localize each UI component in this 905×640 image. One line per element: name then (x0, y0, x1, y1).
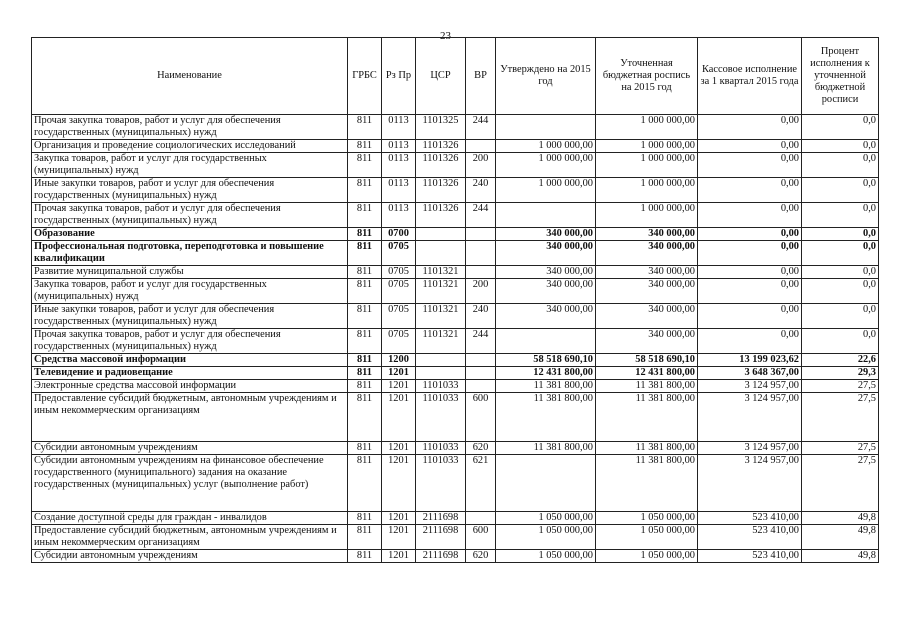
cell-refined: 340 000,00 (596, 279, 698, 304)
header-grbs: ГРБС (348, 38, 382, 115)
cell-name: Развитие муниципальной службы (32, 266, 348, 279)
cell-csr (416, 354, 466, 367)
cell-grbs: 811 (348, 266, 382, 279)
cell-cash: 0,00 (698, 329, 802, 354)
cell-vr (466, 228, 496, 241)
cell-percent: 0,0 (802, 279, 879, 304)
cell-csr (416, 228, 466, 241)
cell-grbs: 811 (348, 304, 382, 329)
cell-cash: 3 124 957,00 (698, 380, 802, 393)
cell-approved: 1 000 000,00 (496, 140, 596, 153)
cell-csr: 1101321 (416, 279, 466, 304)
cell-name: Прочая закупка товаров, работ и услуг для обеспечения государственных (муниципальных) нужд (32, 115, 348, 140)
cell-rzpr: 0705 (382, 304, 416, 329)
header-cash: Кассовое исполнение за 1 квартал 2015 года (698, 38, 802, 115)
cell-name: Субсидии автономным учреждениям (32, 550, 348, 563)
cell-percent: 0,0 (802, 203, 879, 228)
cell-cash: 13 199 023,62 (698, 354, 802, 367)
cell-grbs: 811 (348, 455, 382, 512)
cell-approved: 1 000 000,00 (496, 178, 596, 203)
table-row (32, 512, 879, 525)
cell-cash: 523 410,00 (698, 550, 802, 563)
cell-grbs: 811 (348, 442, 382, 455)
cell-refined: 340 000,00 (596, 304, 698, 329)
cell-rzpr: 0700 (382, 228, 416, 241)
table-row (32, 304, 879, 329)
cell-grbs: 811 (348, 153, 382, 178)
cell-vr: 621 (466, 455, 496, 512)
cell-vr (466, 367, 496, 380)
cell-vr: 620 (466, 550, 496, 563)
cell-csr: 1101326 (416, 178, 466, 203)
cell-rzpr: 0113 (382, 140, 416, 153)
cell-name: Субсидии автономным учреждениям на финансовое обеспечение государственного (муниципального) задания на оказание государственных (муниципальных) услуг (выполнение работ) (32, 455, 348, 512)
cell-grbs: 811 (348, 354, 382, 367)
cell-name: Иные закупки товаров, работ и услуг для обеспечения государственных (муниципальных) нужд (32, 178, 348, 203)
cell-refined: 11 381 800,00 (596, 442, 698, 455)
cell-approved: 340 000,00 (496, 279, 596, 304)
page-number: 23 (440, 30, 451, 42)
cell-name: Средства массовой информации (32, 354, 348, 367)
cell-percent: 49,8 (802, 512, 879, 525)
cell-percent: 0,0 (802, 241, 879, 266)
cell-grbs: 811 (348, 115, 382, 140)
cell-percent: 27,5 (802, 393, 879, 442)
table-row (32, 455, 879, 512)
cell-refined: 11 381 800,00 (596, 455, 698, 512)
table-row (32, 393, 879, 442)
table-row-section (32, 367, 879, 380)
cell-grbs: 811 (348, 228, 382, 241)
cell-vr (466, 266, 496, 279)
cell-vr: 600 (466, 525, 496, 550)
cell-name: Закупка товаров, работ и услуг для государственных (муниципальных) нужд (32, 279, 348, 304)
cell-vr: 240 (466, 304, 496, 329)
cell-name: Прочая закупка товаров, работ и услуг для обеспечения государственных (муниципальных) нужд (32, 203, 348, 228)
cell-approved (496, 115, 596, 140)
cell-cash: 3 124 957,00 (698, 393, 802, 442)
cell-approved: 11 381 800,00 (496, 442, 596, 455)
cell-refined: 1 050 000,00 (596, 512, 698, 525)
cell-csr (416, 367, 466, 380)
cell-refined: 1 050 000,00 (596, 550, 698, 563)
cell-csr: 2111698 (416, 550, 466, 563)
cell-grbs: 811 (348, 140, 382, 153)
cell-refined: 1 050 000,00 (596, 525, 698, 550)
table-row (32, 525, 879, 550)
cell-vr: 600 (466, 393, 496, 442)
cell-name: Субсидии автономным учреждениям (32, 442, 348, 455)
table-row-section (32, 354, 879, 367)
cell-vr: 240 (466, 178, 496, 203)
cell-grbs: 811 (348, 241, 382, 266)
cell-refined: 1 000 000,00 (596, 203, 698, 228)
cell-rzpr: 0705 (382, 329, 416, 354)
cell-approved (496, 455, 596, 512)
cell-percent: 49,8 (802, 525, 879, 550)
cell-percent: 27,5 (802, 455, 879, 512)
cell-rzpr: 0113 (382, 115, 416, 140)
cell-percent: 0,0 (802, 140, 879, 153)
table-row (32, 266, 879, 279)
budget-table (31, 37, 879, 563)
cell-approved: 1 000 000,00 (496, 153, 596, 178)
cell-rzpr: 1201 (382, 393, 416, 442)
cell-rzpr: 1201 (382, 525, 416, 550)
cell-grbs: 811 (348, 178, 382, 203)
cell-cash: 0,00 (698, 241, 802, 266)
table-row (32, 380, 879, 393)
cell-vr: 620 (466, 442, 496, 455)
cell-vr (466, 140, 496, 153)
cell-refined: 1 000 000,00 (596, 140, 698, 153)
cell-rzpr: 0113 (382, 203, 416, 228)
cell-csr: 1101321 (416, 304, 466, 329)
cell-rzpr: 0705 (382, 266, 416, 279)
cell-refined: 340 000,00 (596, 241, 698, 266)
cell-cash: 523 410,00 (698, 512, 802, 525)
cell-refined: 1 000 000,00 (596, 153, 698, 178)
cell-vr (466, 354, 496, 367)
cell-cash: 0,00 (698, 228, 802, 241)
cell-name: Иные закупки товаров, работ и услуг для обеспечения государственных (муниципальных) нужд (32, 304, 348, 329)
cell-cash: 3 124 957,00 (698, 442, 802, 455)
header-rzpr: Рз Пр (382, 38, 416, 115)
table-row-section (32, 228, 879, 241)
cell-approved: 1 050 000,00 (496, 550, 596, 563)
cell-name: Предоставление субсидий бюджетным, автономным учреждениям и иным некоммерческим организациям (32, 525, 348, 550)
header-name: Наименование (32, 38, 348, 115)
cell-refined: 340 000,00 (596, 266, 698, 279)
cell-approved: 340 000,00 (496, 304, 596, 329)
header-row (32, 38, 879, 115)
cell-rzpr: 0705 (382, 241, 416, 266)
cell-percent: 0,0 (802, 329, 879, 354)
cell-grbs: 811 (348, 380, 382, 393)
header-vr: ВР (466, 38, 496, 115)
header-approved: Утверждено на 2015 год (496, 38, 596, 115)
cell-rzpr: 1201 (382, 455, 416, 512)
cell-percent: 0,0 (802, 115, 879, 140)
cell-percent: 0,0 (802, 178, 879, 203)
cell-rzpr: 1201 (382, 442, 416, 455)
cell-name: Электронные средства массовой информации (32, 380, 348, 393)
cell-percent: 49,8 (802, 550, 879, 563)
cell-csr: 2111698 (416, 525, 466, 550)
table-row (32, 329, 879, 354)
cell-vr: 200 (466, 279, 496, 304)
cell-refined: 11 381 800,00 (596, 393, 698, 442)
cell-name: Телевидение и радиовещание (32, 367, 348, 380)
cell-refined: 340 000,00 (596, 329, 698, 354)
cell-rzpr: 1201 (382, 367, 416, 380)
cell-rzpr: 0113 (382, 153, 416, 178)
cell-csr: 2111698 (416, 512, 466, 525)
cell-rzpr: 1200 (382, 354, 416, 367)
cell-percent: 27,5 (802, 380, 879, 393)
cell-grbs: 811 (348, 329, 382, 354)
cell-cash: 0,00 (698, 203, 802, 228)
cell-csr: 1101326 (416, 203, 466, 228)
cell-cash: 523 410,00 (698, 525, 802, 550)
cell-vr (466, 380, 496, 393)
cell-refined: 340 000,00 (596, 228, 698, 241)
cell-cash: 3 648 367,00 (698, 367, 802, 380)
table-row (32, 115, 879, 140)
cell-name: Создание доступной среды для граждан - инвалидов (32, 512, 348, 525)
cell-csr: 1101321 (416, 329, 466, 354)
cell-refined: 58 518 690,10 (596, 354, 698, 367)
cell-cash: 0,00 (698, 279, 802, 304)
cell-percent: 22,6 (802, 354, 879, 367)
cell-approved: 340 000,00 (496, 228, 596, 241)
cell-grbs: 811 (348, 367, 382, 380)
cell-vr (466, 512, 496, 525)
cell-csr: 1101033 (416, 393, 466, 442)
cell-rzpr: 0113 (382, 178, 416, 203)
cell-cash: 0,00 (698, 304, 802, 329)
cell-refined: 12 431 800,00 (596, 367, 698, 380)
table-row (32, 279, 879, 304)
cell-approved: 1 050 000,00 (496, 512, 596, 525)
cell-csr: 1101326 (416, 153, 466, 178)
cell-percent: 27,5 (802, 442, 879, 455)
cell-approved: 12 431 800,00 (496, 367, 596, 380)
cell-vr: 244 (466, 115, 496, 140)
cell-rzpr: 1201 (382, 550, 416, 563)
cell-rzpr: 1201 (382, 380, 416, 393)
cell-csr: 1101326 (416, 140, 466, 153)
cell-name: Профессиональная подготовка, переподготовка и повышение квалификации (32, 241, 348, 266)
cell-name: Прочая закупка товаров, работ и услуг для обеспечения государственных (муниципальных) нужд (32, 329, 348, 354)
cell-approved: 340 000,00 (496, 241, 596, 266)
cell-rzpr: 0705 (382, 279, 416, 304)
cell-vr: 244 (466, 329, 496, 354)
cell-name: Предоставление субсидий бюджетным, автономным учреждениям и иным некоммерческим организациям (32, 393, 348, 442)
cell-csr: 1101033 (416, 380, 466, 393)
cell-percent: 0,0 (802, 266, 879, 279)
cell-percent: 29,3 (802, 367, 879, 380)
table-row (32, 178, 879, 203)
table-row (32, 153, 879, 178)
header-csr: ЦСР (416, 38, 466, 115)
cell-grbs: 811 (348, 512, 382, 525)
cell-approved: 1 050 000,00 (496, 525, 596, 550)
cell-cash: 0,00 (698, 266, 802, 279)
cell-csr: 1101325 (416, 115, 466, 140)
table-row (32, 140, 879, 153)
cell-approved (496, 203, 596, 228)
cell-cash: 0,00 (698, 153, 802, 178)
cell-csr: 1101321 (416, 266, 466, 279)
cell-vr (466, 241, 496, 266)
cell-grbs: 811 (348, 279, 382, 304)
cell-vr: 244 (466, 203, 496, 228)
cell-name: Организация и проведение социологических исследований (32, 140, 348, 153)
cell-vr: 200 (466, 153, 496, 178)
cell-grbs: 811 (348, 550, 382, 563)
cell-approved: 340 000,00 (496, 266, 596, 279)
cell-approved (496, 329, 596, 354)
cell-refined: 11 381 800,00 (596, 380, 698, 393)
cell-cash: 0,00 (698, 178, 802, 203)
cell-csr: 1101033 (416, 455, 466, 512)
cell-name: Закупка товаров, работ и услуг для государственных (муниципальных) нужд (32, 153, 348, 178)
table-row-section (32, 241, 879, 266)
cell-percent: 0,0 (802, 304, 879, 329)
cell-percent: 0,0 (802, 228, 879, 241)
cell-cash: 0,00 (698, 115, 802, 140)
cell-cash: 3 124 957,00 (698, 455, 802, 512)
cell-refined: 1 000 000,00 (596, 178, 698, 203)
table-row (32, 203, 879, 228)
cell-approved: 11 381 800,00 (496, 393, 596, 442)
cell-grbs: 811 (348, 525, 382, 550)
cell-csr (416, 241, 466, 266)
cell-approved: 11 381 800,00 (496, 380, 596, 393)
cell-cash: 0,00 (698, 140, 802, 153)
header-percent: Процент исполнения к уточненной бюджетной росписи (802, 38, 879, 115)
table-row (32, 442, 879, 455)
cell-rzpr: 1201 (382, 512, 416, 525)
cell-csr: 1101033 (416, 442, 466, 455)
cell-refined: 1 000 000,00 (596, 115, 698, 140)
cell-percent: 0,0 (802, 153, 879, 178)
cell-grbs: 811 (348, 393, 382, 442)
header-refined: Уточненная бюджетная роспись на 2015 год (596, 38, 698, 115)
cell-approved: 58 518 690,10 (496, 354, 596, 367)
cell-name: Образование (32, 228, 348, 241)
table-row (32, 550, 879, 563)
cell-grbs: 811 (348, 203, 382, 228)
